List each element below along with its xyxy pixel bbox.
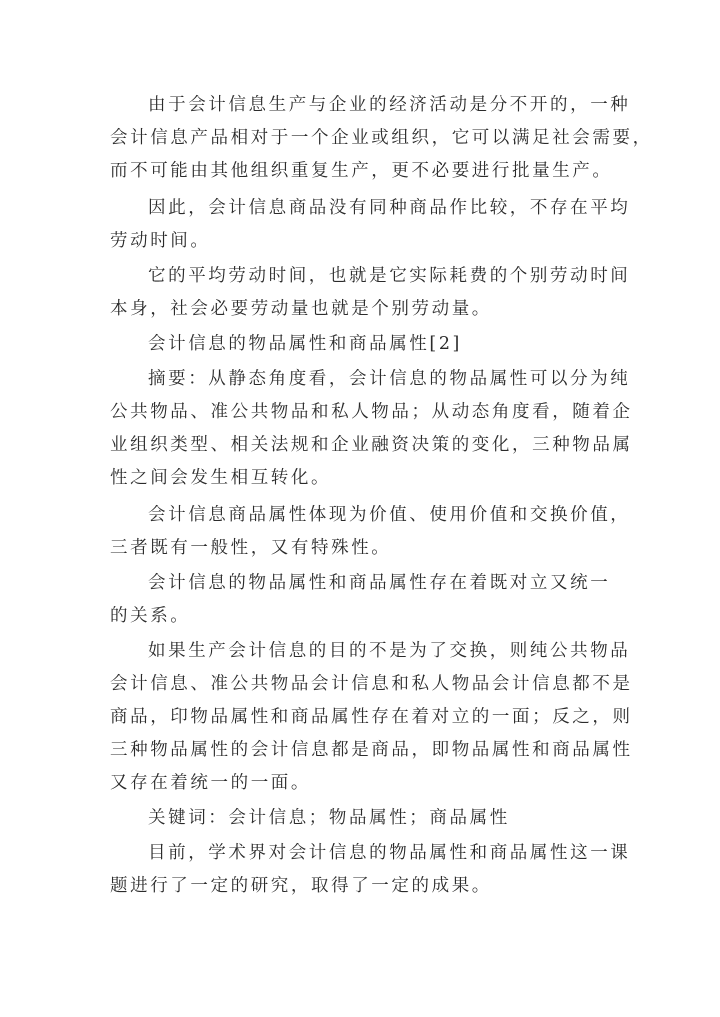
paragraph-line: 本身，社会必要劳动量也就是个别劳动量。 (110, 299, 492, 319)
paragraph-line: 三种物品属性的会计信息都是商品，即物品属性和商品属性 (110, 740, 633, 760)
paragraph-line: 题进行了一定的研究，取得了一定的成果。 (110, 876, 492, 896)
paragraph-line: 又存在着统一的一面。 (110, 773, 311, 793)
paragraph-line: 摘要：从静态角度看，会计信息的物品属性可以分为纯 (148, 369, 631, 389)
paragraph-line: 会计信息的物品属性和商品属性[2] (148, 334, 462, 354)
paragraph-line: 会计信息、准公共物品会计信息和私人物品会计信息都不是 (110, 674, 633, 694)
paragraph-line: 会计信息商品属性体现为价值、使用价值和交换价值， (148, 505, 631, 525)
paragraph-line: 业组织类型、相关法规和企业融资决策的变化，三种物品属 (110, 435, 633, 455)
paragraph-line: 商品，印物品属性和商品属性存在着对立的一面；反之，则 (110, 707, 633, 727)
paragraph-line: 性之间会发生相互转化。 (110, 468, 332, 488)
paragraph-line: 会计信息产品相对于一个企业或组织，它可以满足社会需要， (110, 128, 653, 148)
paragraph-line: 因此，会计信息商品没有同种商品作比较，不存在平均 (148, 198, 631, 218)
paragraph-line: 它的平均劳动时间，也就是它实际耗费的个别劳动时间 (148, 266, 631, 286)
paragraph-line: 三者既有一般性，又有特殊性。 (110, 538, 392, 558)
paragraph-line: 而不可能由其他组织重复生产，更不必要进行批量生产。 (110, 161, 613, 181)
paragraph-line: 会计信息的物品属性和商品属性存在着既对立又统一 (148, 573, 611, 593)
paragraph-line: 关键词：会计信息；物品属性；商品属性 (148, 808, 510, 828)
paragraph-line: 公共物品、准公共物品和私人物品；从动态角度看，随着企 (110, 402, 633, 422)
paragraph-line: 的关系。 (110, 606, 191, 626)
paragraph-line: 目前，学术界对会计信息的物品属性和商品属性这一课 (148, 843, 631, 863)
paragraph-line: 如果生产会计信息的目的不是为了交换，则纯公共物品 (148, 641, 631, 661)
paragraph-line: 劳动时间。 (110, 231, 211, 251)
paragraph-line: 由于会计信息生产与企业的经济活动是分不开的，一种 (148, 95, 631, 115)
